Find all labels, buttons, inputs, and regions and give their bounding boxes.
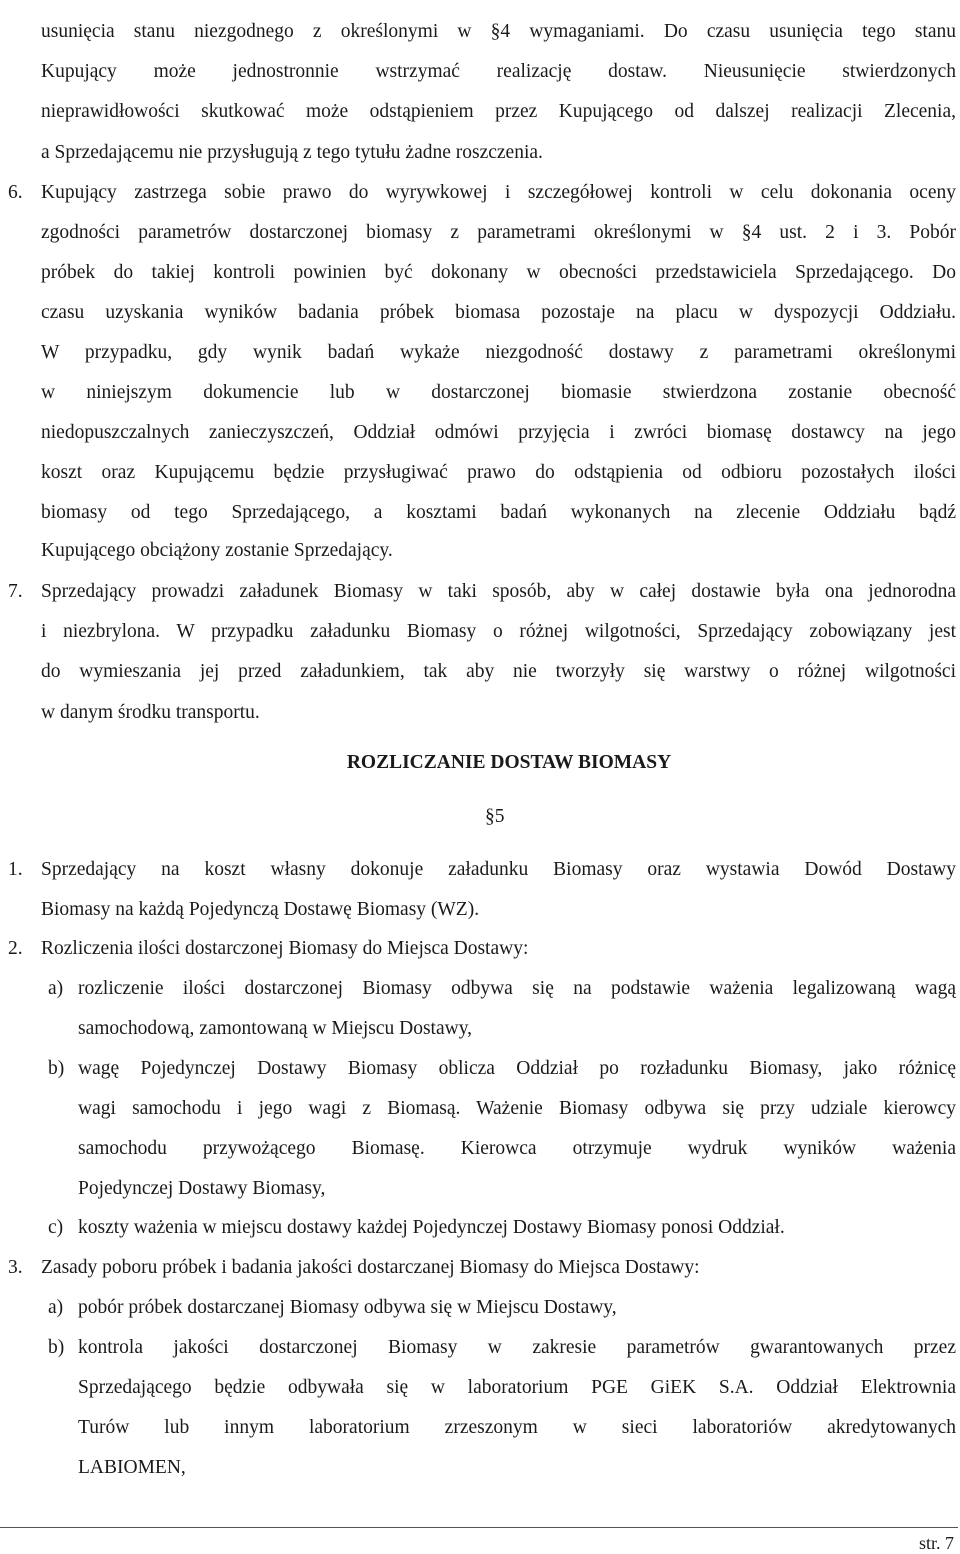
page-number: str. 7: [918, 1533, 954, 1553]
item-number-2: 2.: [8, 938, 23, 959]
text-line: w danym środku transportu.: [41, 702, 260, 723]
text-line: a Sprzedającemu nie przysługują z tego tytułu żadne roszczenia.: [41, 142, 543, 163]
text-line: próbek do takiej kontroli powinien być dokonany w obecności przedstawiciela Sprzedającego. Do: [41, 262, 956, 283]
item-number-7: 7.: [8, 581, 23, 602]
text-line: koszty ważenia w miejscu dostawy każdej Pojedynczej Dostawy Biomasy ponosi Oddział.: [78, 1217, 785, 1238]
text-line: koszt oraz Kupującemu będzie przysługiwać prawo do odstąpienia od odbioru pozostałych ilości: [41, 462, 956, 483]
item-number-3: 3.: [8, 1257, 23, 1278]
text-line: Sprzedający prowadzi załadunek Biomasy w taki sposób, aby w całej dostawie była ona jednorodna: [41, 581, 956, 602]
text-line: Zasady poboru próbek i badania jakości dostarczanej Biomasy do Miejsca Dostawy:: [41, 1257, 700, 1278]
text-line: nieprawidłowości skutkować może odstąpieniem przez Kupującego od dalszej realizacji Zlecenia,: [41, 101, 956, 122]
sub-item-letter-b: b): [48, 1058, 65, 1079]
text-line: samochodu przywożącego Biomasę. Kierowca otrzymuje wydruk wyników ważenia: [78, 1138, 956, 1159]
text-line: wagę Pojedynczej Dostawy Biomasy oblicza Oddział po rozładunku Biomasy, jako różnicę: [78, 1058, 956, 1079]
text-line: rozliczenie ilości dostarczonej Biomasy odbywa się na podstawie ważenia legalizowaną wagą: [78, 978, 956, 999]
text-line: Kupującego obciążony zostanie Sprzedający.: [41, 540, 393, 561]
sub-item-letter-a: a): [48, 1297, 64, 1318]
text-line: samochodową, zamontowaną w Miejscu Dostawy,: [78, 1018, 473, 1039]
text-line: Rozliczenia ilości dostarczonej Biomasy do Miejsca Dostawy:: [41, 938, 529, 959]
text-line: do wymieszania jej przed załadunkiem, tak aby nie tworzyły się warstwy o różnej wilgotności: [41, 661, 956, 682]
text-line: pobór próbek dostarczanej Biomasy odbywa się w Miejscu Dostawy,: [78, 1297, 617, 1318]
text-line: Kupujący może jednostronnie wstrzymać realizację dostaw. Nieusunięcie stwierdzonych: [41, 61, 956, 82]
sub-item-letter-c: c): [48, 1217, 64, 1238]
text-line: zgodności parametrów dostarczonej biomasy z parametrami określonymi w §4 ust. 2 i 3. Pobór: [41, 222, 956, 243]
text-line: Pojedynczej Dostawy Biomasy,: [78, 1178, 326, 1199]
text-line: niedopuszczalnych zanieczyszczeń, Oddział odmówi przyjęcia i zwróci biomasę dostawcy na jego: [41, 422, 956, 443]
sub-item-letter-a: a): [48, 978, 64, 999]
text-line: Turów lub innym laboratorium zrzeszonym w sieci laboratoriów akredytowanych: [78, 1417, 956, 1438]
text-line: i niezbrylona. W przypadku załadunku Biomasy o różnej wilgotności, Sprzedający zobowiązany jest: [41, 621, 956, 642]
sub-item-letter-b: b): [48, 1337, 65, 1358]
text-line: Sprzedającego będzie odbywała się w laboratorium PGE GiEK S.A. Oddział Elektrownia: [78, 1377, 956, 1398]
text-line: Sprzedający na koszt własny dokonuje załadunku Biomasy oraz wystawia Dowód Dostawy: [41, 859, 956, 880]
item-number-1: 1.: [8, 859, 23, 880]
text-line: LABIOMEN,: [78, 1457, 186, 1478]
item-number-6: 6.: [8, 182, 23, 203]
text-line: biomasy od tego Sprzedającego, a kosztami badań wykonanych na zlecenie Oddziału bądź: [41, 502, 956, 523]
text-line: czasu uzyskania wyników badania próbek biomasa pozostaje na placu w dyspozycji Oddziału.: [41, 302, 956, 323]
text-line: W przypadku, gdy wynik badań wykaże niezgodność dostawy z parametrami określonymi: [41, 342, 956, 363]
footer-divider: [0, 1527, 958, 1528]
text-line: w niniejszym dokumencie lub w dostarczonej biomasie stwierdzona zostanie obecność: [41, 382, 956, 403]
text-line: Kupujący zastrzega sobie prawo do wyrywkowej i szczegółowej kontroli w celu dokonania oceny: [41, 182, 956, 203]
text-line: Biomasy na każdą Pojedynczą Dostawę Biomasy (WZ).: [41, 899, 480, 920]
text-line: usunięcia stanu niezgodnego z określonymi w §4 wymaganiami. Do czasu usunięcia tego stanu: [41, 21, 956, 42]
paragraph-sign: §5: [485, 806, 505, 827]
section-heading: ROZLICZANIE DOSTAW BIOMASY: [346, 752, 672, 773]
text-line: wagi samochodu i jego wagi z Biomasą. Ważenie Biomasy odbywa się przy udziale kierowcy: [78, 1098, 956, 1119]
text-line: kontrola jakości dostarczonej Biomasy w zakresie parametrów gwarantowanych przez: [78, 1337, 956, 1358]
